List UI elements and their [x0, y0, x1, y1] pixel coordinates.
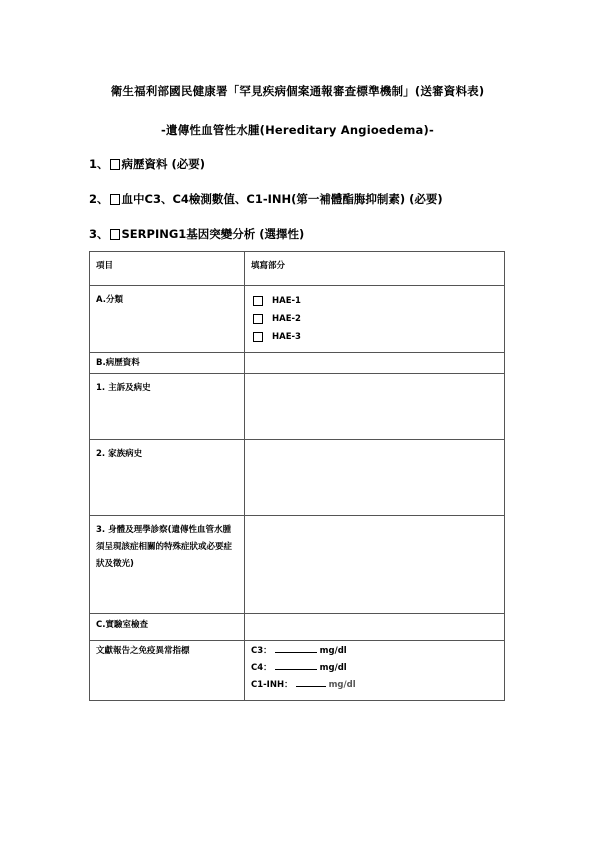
checkbox-hae-1[interactable] [253, 296, 263, 306]
physical-exam-fill[interactable] [245, 516, 505, 614]
checkbox-gene-analysis[interactable] [110, 229, 120, 240]
c1-inh-input[interactable] [296, 677, 326, 687]
c1-inh-unit: mg/dl [328, 680, 356, 690]
family-history-row [90, 440, 505, 516]
review-form-table [89, 251, 505, 701]
option-hae-1[interactable] [253, 292, 498, 310]
lab-row [90, 614, 505, 641]
medical-history-fill[interactable] [245, 353, 505, 374]
c4-line [251, 660, 498, 677]
document-title: 衛生福利部國民健康署「罕見疾病個案通報審查標準機制」(送審資料表) [110, 84, 485, 98]
c3-line [251, 643, 498, 660]
c1-inh-line [251, 677, 498, 694]
checklist-item-medical-records [89, 156, 205, 172]
c4-input[interactable] [275, 660, 317, 670]
checkbox-blood-tests[interactable] [110, 194, 120, 205]
physical-exam-row [90, 516, 505, 614]
medical-history-label: B.病歷資料 [90, 353, 245, 374]
option-hae-2[interactable] [253, 310, 498, 328]
c3-input[interactable] [275, 643, 317, 653]
checkbox-medical-records[interactable] [110, 159, 120, 170]
medical-history-row [90, 353, 505, 374]
c1-inh-label: C1-INH： [251, 680, 293, 690]
checklist-label: 病歷資料 (必要) [121, 157, 206, 171]
immune-marker-label: 文獻報告之免疫異常指標 [90, 641, 245, 701]
table-header-row [90, 252, 505, 286]
classification-row [90, 286, 505, 353]
checklist-label: 血中C3、C4檢測數值、C1-INH(第一補體酯脢抑制素) (必要) [121, 192, 443, 206]
lab-label: C.實驗室檢查 [90, 614, 245, 641]
option-label: HAE-3 [272, 331, 301, 342]
checklist-number: 2、 [89, 192, 109, 206]
header-fill: 填寫部分 [245, 252, 505, 286]
c4-label: C4： [251, 663, 272, 673]
checklist-number: 3、 [89, 227, 109, 241]
classification-label: A.分類 [90, 286, 245, 353]
family-history-fill[interactable] [245, 440, 505, 516]
header-item: 項目 [90, 252, 245, 286]
checklist-label: SERPING1基因突變分析 (選擇性) [121, 227, 305, 241]
checkbox-hae-3[interactable] [253, 332, 263, 342]
immune-marker-row [90, 641, 505, 701]
physical-exam-label: 3. 身體及理學診察(遺傳性血管水腫須呈現該症相關的特殊症狀或必要症狀及徵光) [90, 516, 245, 614]
c3-unit: mg/dl [319, 646, 347, 656]
checklist-number: 1、 [89, 157, 109, 171]
classification-options [245, 286, 505, 353]
lab-fill[interactable] [245, 614, 505, 641]
option-label: HAE-2 [272, 313, 301, 324]
chief-complaint-row [90, 374, 505, 440]
option-hae-3[interactable] [253, 328, 498, 346]
c4-unit: mg/dl [319, 663, 347, 673]
checklist-item-gene-analysis [89, 226, 304, 242]
family-history-label: 2. 家族病史 [90, 440, 245, 516]
option-label: HAE-1 [272, 295, 301, 306]
document-subtitle: -遺傳性血管性水腫(Hereditary Angioedema)- [161, 123, 434, 137]
checklist-item-blood-tests [89, 191, 443, 207]
immune-marker-values [245, 641, 505, 701]
c3-label: C3： [251, 646, 272, 656]
chief-complaint-label: 1. 主訴及病史 [90, 374, 245, 440]
checkbox-hae-2[interactable] [253, 314, 263, 324]
chief-complaint-fill[interactable] [245, 374, 505, 440]
